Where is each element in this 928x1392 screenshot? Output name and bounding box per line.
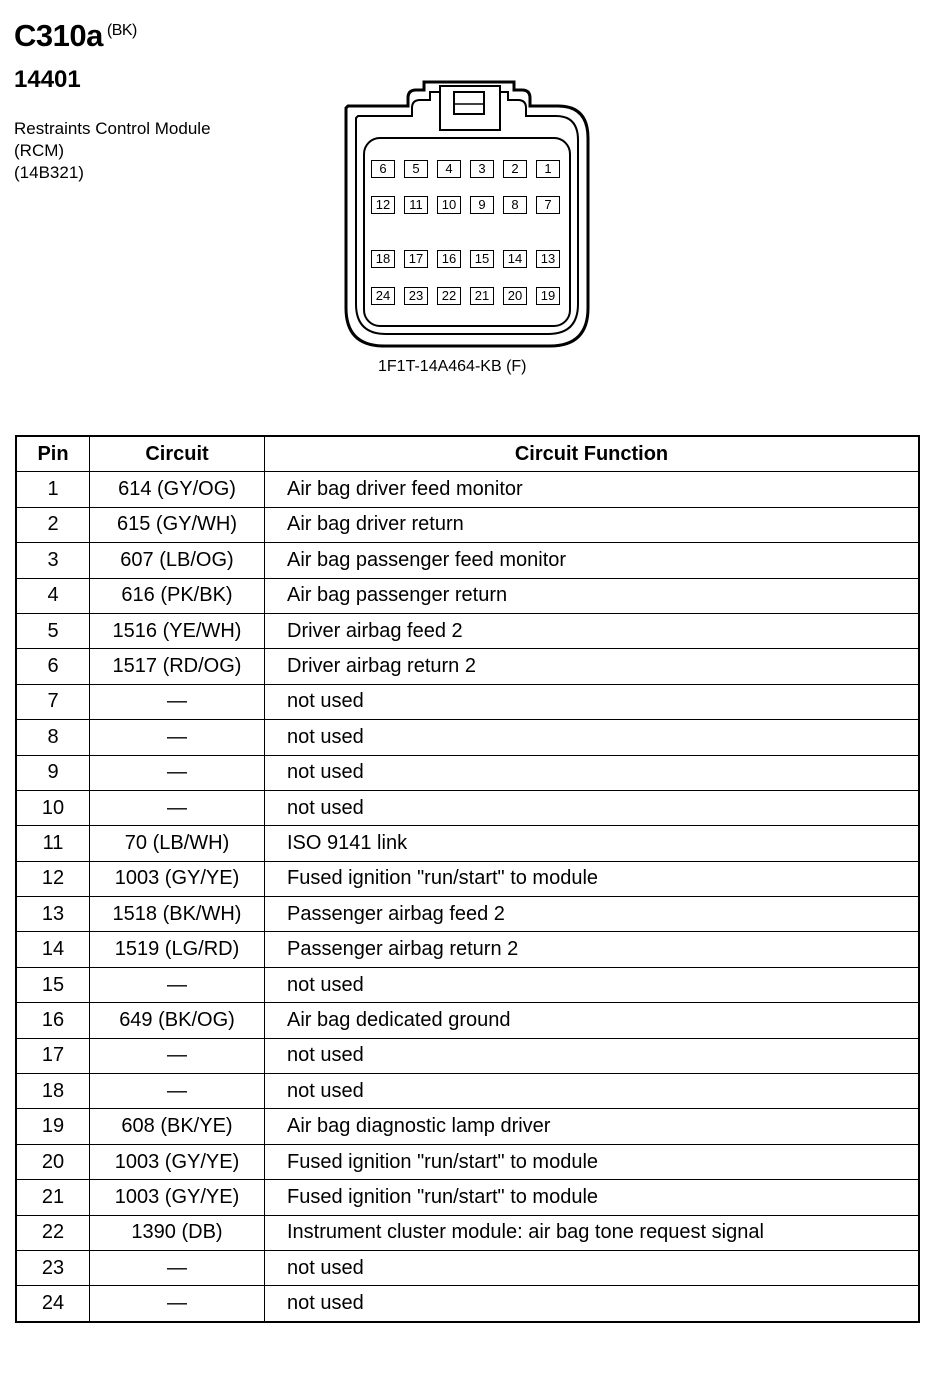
connector-title (14, 18, 137, 54)
function-cell: Driver airbag return 2 (265, 649, 920, 684)
circuit-cell: 649 (BK/OG) (90, 1003, 265, 1038)
function-cell: Air bag dedicated ground (265, 1003, 920, 1038)
cavity-3: 3 (470, 160, 494, 178)
pin-cell: 4 (16, 578, 90, 613)
table-row (16, 578, 919, 613)
pin-cell: 24 (16, 1286, 90, 1322)
cavity-22: 22 (437, 287, 461, 305)
table-row (16, 1038, 919, 1073)
description-line: (RCM) (14, 141, 65, 160)
table-row (16, 507, 919, 542)
cavity-1: 1 (536, 160, 560, 178)
function-cell: not used (265, 1286, 920, 1322)
function-cell: not used (265, 1074, 920, 1109)
table-row (16, 684, 919, 719)
connector-id: C310a (14, 18, 103, 53)
function-cell: not used (265, 967, 920, 1002)
cavity-5: 5 (404, 160, 428, 178)
cavity-6: 6 (371, 160, 395, 178)
function-cell: not used (265, 684, 920, 719)
pin-cell: 5 (16, 613, 90, 648)
pin-cell: 23 (16, 1250, 90, 1285)
pin-cell: 15 (16, 967, 90, 1002)
table-row (16, 1250, 919, 1285)
pin-cell: 7 (16, 684, 90, 719)
cavity-9: 9 (470, 196, 494, 214)
cavity-7: 7 (536, 196, 560, 214)
header-circuit: Circuit (90, 436, 265, 472)
function-cell: Fused ignition "run/start" to module (265, 1180, 920, 1215)
circuit-cell: — (90, 967, 265, 1002)
function-cell: Fused ignition "run/start" to module (265, 861, 920, 896)
pin-cell: 2 (16, 507, 90, 542)
pin-cell: 8 (16, 720, 90, 755)
table-row (16, 861, 919, 896)
circuit-cell: 70 (LB/WH) (90, 826, 265, 861)
table-row (16, 967, 919, 1002)
connector-housing-outline (336, 78, 600, 354)
table-row (16, 1215, 919, 1250)
cavity-16: 16 (437, 250, 461, 268)
table-row (16, 826, 919, 861)
connector-description (14, 118, 211, 184)
function-cell: not used (265, 1038, 920, 1073)
connector-part-number: 14401 (14, 66, 81, 93)
cavity-15: 15 (470, 250, 494, 268)
function-cell: Passenger airbag return 2 (265, 932, 920, 967)
circuit-cell: — (90, 684, 265, 719)
circuit-cell: 614 (GY/OG) (90, 472, 265, 507)
function-cell: not used (265, 755, 920, 790)
header-pin: Pin (16, 436, 90, 472)
cavity-23: 23 (404, 287, 428, 305)
cavity-19: 19 (536, 287, 560, 305)
table-header-row (16, 436, 919, 472)
table-row (16, 543, 919, 578)
function-cell: Air bag passenger feed monitor (265, 543, 920, 578)
table-row (16, 1180, 919, 1215)
circuit-cell: — (90, 1074, 265, 1109)
description-line: Restraints Control Module (14, 119, 211, 138)
function-cell: Air bag diagnostic lamp driver (265, 1109, 920, 1144)
pin-cell: 18 (16, 1074, 90, 1109)
table-row (16, 1003, 919, 1038)
cavity-10: 10 (437, 196, 461, 214)
table-row (16, 472, 919, 507)
pin-cell: 22 (16, 1215, 90, 1250)
function-cell: not used (265, 1250, 920, 1285)
function-cell: Driver airbag feed 2 (265, 613, 920, 648)
circuit-cell: — (90, 1250, 265, 1285)
function-cell: Air bag driver return (265, 507, 920, 542)
circuit-cell: 608 (BK/YE) (90, 1109, 265, 1144)
table-row (16, 932, 919, 967)
function-cell: ISO 9141 link (265, 826, 920, 861)
cavity-13: 13 (536, 250, 560, 268)
cavity-4: 4 (437, 160, 461, 178)
circuit-cell: 1390 (DB) (90, 1215, 265, 1250)
circuit-cell: 1519 (LG/RD) (90, 932, 265, 967)
pin-cell: 14 (16, 932, 90, 967)
pin-cell: 1 (16, 472, 90, 507)
cavity-12: 12 (371, 196, 395, 214)
circuit-cell: — (90, 790, 265, 825)
pin-cell: 20 (16, 1144, 90, 1179)
table-body (16, 472, 919, 1322)
pin-cell: 12 (16, 861, 90, 896)
pin-cell: 19 (16, 1109, 90, 1144)
pin-cell: 10 (16, 790, 90, 825)
connector-face-diagram (336, 78, 600, 354)
pin-cell: 9 (16, 755, 90, 790)
circuit-cell: — (90, 1286, 265, 1322)
circuit-cell: 1003 (GY/YE) (90, 861, 265, 896)
circuit-cell: 1518 (BK/WH) (90, 897, 265, 932)
function-cell: not used (265, 720, 920, 755)
circuit-cell: — (90, 755, 265, 790)
function-cell: Instrument cluster module: air bag tone request signal (265, 1215, 920, 1250)
housing-part-number: 1F1T-14A464-KB (F) (378, 358, 527, 375)
table-row (16, 790, 919, 825)
circuit-cell: 1516 (YE/WH) (90, 613, 265, 648)
table-row (16, 649, 919, 684)
pin-cell: 21 (16, 1180, 90, 1215)
pin-cell: 13 (16, 897, 90, 932)
description-line: (14B321) (14, 163, 84, 182)
table-row (16, 1109, 919, 1144)
circuit-cell: 607 (LB/OG) (90, 543, 265, 578)
cavity-21: 21 (470, 287, 494, 305)
table-row (16, 1144, 919, 1179)
cavity-14: 14 (503, 250, 527, 268)
circuit-cell: 616 (PK/BK) (90, 578, 265, 613)
circuit-cell: 1517 (RD/OG) (90, 649, 265, 684)
function-cell: Fused ignition "run/start" to module (265, 1144, 920, 1179)
circuit-cell: — (90, 720, 265, 755)
pin-cell: 11 (16, 826, 90, 861)
pin-cell: 3 (16, 543, 90, 578)
circuit-cell: 615 (GY/WH) (90, 507, 265, 542)
cavity-17: 17 (404, 250, 428, 268)
table-row (16, 1286, 919, 1322)
cavity-2: 2 (503, 160, 527, 178)
connector-color-code: (BK) (106, 22, 137, 39)
cavity-20: 20 (503, 287, 527, 305)
function-cell: not used (265, 790, 920, 825)
cavity-8: 8 (503, 196, 527, 214)
circuit-cell: — (90, 1038, 265, 1073)
pin-cell: 16 (16, 1003, 90, 1038)
table-row (16, 897, 919, 932)
table-row (16, 1074, 919, 1109)
cavity-11: 11 (404, 196, 428, 214)
function-cell: Air bag driver feed monitor (265, 472, 920, 507)
function-cell: Air bag passenger return (265, 578, 920, 613)
table-row (16, 755, 919, 790)
table-row (16, 613, 919, 648)
cavity-18: 18 (371, 250, 395, 268)
function-cell: Passenger airbag feed 2 (265, 897, 920, 932)
cavity-24: 24 (371, 287, 395, 305)
circuit-cell: 1003 (GY/YE) (90, 1144, 265, 1179)
pin-cell: 6 (16, 649, 90, 684)
pin-cell: 17 (16, 1038, 90, 1073)
header-function: Circuit Function (265, 436, 920, 472)
circuit-cell: 1003 (GY/YE) (90, 1180, 265, 1215)
table-row (16, 720, 919, 755)
pin-circuit-table (15, 435, 920, 1323)
